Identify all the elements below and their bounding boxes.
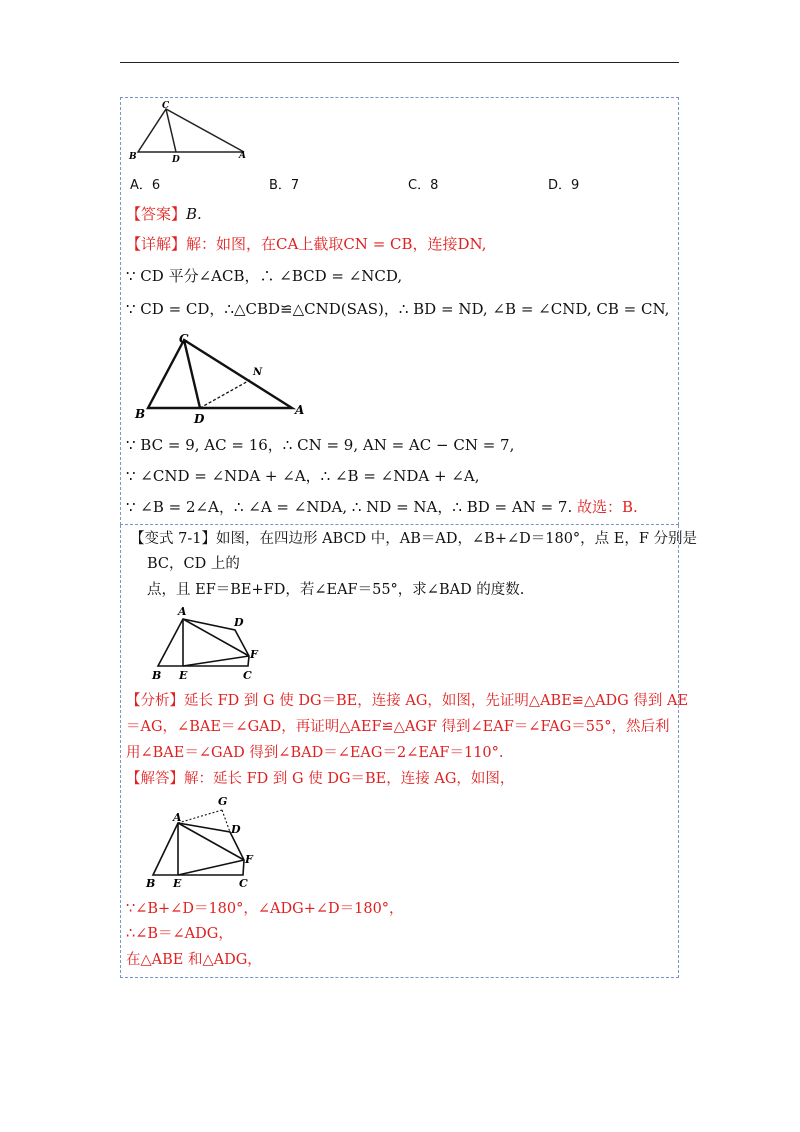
label-d: D <box>234 616 244 629</box>
triangle-figure-1 <box>126 100 256 166</box>
label-e: E <box>173 877 182 890</box>
label-c: C <box>179 332 189 346</box>
option-b: B．7 <box>269 178 300 193</box>
q2-title-3: 点，且 EF＝BE+FD，若∠EAF＝55°，求∠BAD 的度数. <box>147 582 525 598</box>
solution-text: 解：延长 FD 到 G 使 DG＝BE，连接 AG，如图， <box>184 771 515 787</box>
analysis-line-1 <box>126 690 688 712</box>
q2-title-2: BC，CD 上的 <box>147 556 240 572</box>
option-a: A．6 <box>130 178 161 193</box>
after-text-3: ∵ ∠B = 2∠A，∴ ∠A = ∠NDA, ∴ ND = NA，∴ BD = AN = 7. <box>126 498 573 516</box>
label-n: N <box>253 367 263 378</box>
detail-line-1 <box>126 233 487 255</box>
solution-line <box>126 768 514 790</box>
label-b: B <box>146 877 156 890</box>
analysis-line-3: 用∠BAE＝∠GAD 得到∠BAD＝∠EAG＝2∠EAF＝110°. <box>126 745 504 761</box>
label-f: F <box>245 853 253 866</box>
triangle-figure-2 <box>130 330 310 428</box>
quadrilateral-figure-1 <box>145 600 275 686</box>
conclusion: 故选：B. <box>577 498 638 516</box>
detail-line-3: ∵ CD = CD，∴△CBD≌△CND(SAS)，∴ BD = ND, ∠B = ∠CND, CB = CN, <box>126 300 670 318</box>
end-line-2: ∴∠B＝∠ADG， <box>126 926 233 942</box>
solution-tag: 【解答】 <box>126 771 184 787</box>
quadrilateral-figure-2 <box>140 790 270 890</box>
detail-tag: 【详解】 <box>126 235 187 253</box>
after-line-1: ∵ BC = 9, AC = 16，∴ CN = 9, AN = AC − CN = 7, <box>126 436 515 454</box>
analysis-tag: 【分析】 <box>126 693 184 709</box>
after-line-3 <box>126 496 638 518</box>
end-line-1: ∵∠B+∠D＝180°，∠ADG+∠D＝180°， <box>126 901 404 917</box>
label-a: A <box>239 151 246 161</box>
option-c: C．8 <box>408 178 439 193</box>
label-g: G <box>218 795 228 808</box>
q2-title: 【变式 7-1】如图，在四边形 ABCD 中，AB＝AD，∠B+∠D＝180°，点 E，F 分别是 <box>130 531 698 547</box>
option-d: D．9 <box>548 178 580 193</box>
label-b: B <box>129 152 137 162</box>
header-rule <box>120 62 679 63</box>
label-a: A <box>295 403 305 417</box>
end-line-3: 在△ABE 和△ADG， <box>126 952 262 968</box>
label-c: C <box>243 669 252 682</box>
analysis-text-1: 延长 FD 到 G 使 DG＝BE，连接 AG，如图，先证明△ABE≌△ADG 得到 AE <box>184 693 689 709</box>
label-b: B <box>135 407 146 421</box>
label-b: B <box>152 669 162 682</box>
label-a: A <box>178 605 187 618</box>
label-a: A <box>173 811 182 824</box>
label-d: D <box>172 155 180 165</box>
label-f: F <box>250 648 258 661</box>
analysis-line-2: ＝AG，∠BAE＝∠GAD，再证明△AEF≌△AGF 得到∠EAF＝∠FAG＝55°，然后利 <box>126 719 670 735</box>
label-c: C <box>239 877 248 890</box>
detail-text-1: 解：如图，在CA上截取CN = CB，连接DN, <box>186 235 487 253</box>
label-d: D <box>194 412 205 426</box>
answer-value: B. <box>186 205 202 223</box>
label-d: D <box>231 823 241 836</box>
after-line-2: ∵ ∠CND = ∠NDA + ∠A，∴ ∠B = ∠NDA + ∠A, <box>126 467 480 485</box>
detail-line-2: ∵ CD 平分∠ACB，∴ ∠BCD = ∠NCD, <box>126 267 403 285</box>
label-e: E <box>179 669 188 682</box>
answer-line <box>126 203 202 225</box>
answer-tag: 【答案】 <box>126 205 187 223</box>
label-c: C <box>162 101 170 111</box>
